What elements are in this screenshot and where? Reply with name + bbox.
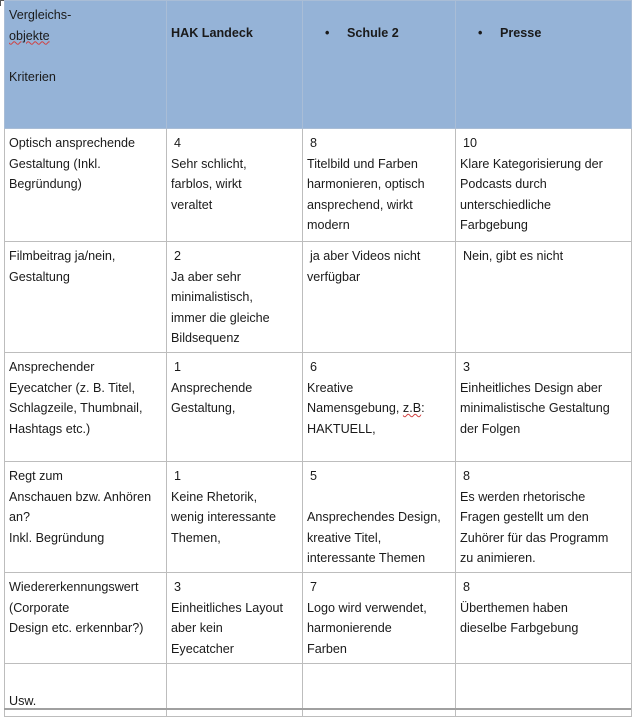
- score: 3: [174, 580, 182, 594]
- comment-line: Ja aber sehr: [171, 269, 242, 284]
- criterion-line: Gestaltung (Inkl.: [9, 156, 101, 171]
- spacer: [307, 487, 451, 508]
- header-hak-landeck: [167, 1, 303, 129]
- header-label: Presse: [500, 26, 542, 40]
- score: 4: [174, 136, 182, 150]
- comment-line: Es werden rhetorische: [460, 489, 586, 504]
- score: 5: [310, 469, 318, 483]
- score: 1: [174, 360, 182, 374]
- comment-line: Farben: [307, 641, 347, 656]
- header-label: Schule 2: [347, 26, 399, 40]
- presse-cell: [456, 242, 632, 353]
- comment-text: :: [421, 401, 425, 416]
- comment-line: der Folgen: [460, 421, 521, 436]
- criterion-cell: [5, 242, 167, 353]
- header-corner-line: Vergleichs-: [9, 8, 72, 22]
- comment-line: aber kein: [171, 621, 223, 636]
- spacer: [9, 46, 162, 67]
- schule2-cell: [303, 129, 456, 242]
- presse-cell: [456, 573, 632, 664]
- comment-text: Namensgebung,: [307, 401, 403, 416]
- comment-line: Eyecatcher: [171, 641, 234, 656]
- comment-line: Logo wird verwendet,: [307, 600, 427, 615]
- score: 10: [463, 136, 478, 150]
- hak-cell: [167, 129, 303, 242]
- criterion-line: Schlagzeile, Thumbnail,: [9, 401, 143, 416]
- schule2-cell: [303, 353, 456, 462]
- comment-line: Bildsequenz: [171, 331, 240, 346]
- criterion-line: Hashtags etc.): [9, 421, 91, 436]
- hak-cell: [167, 242, 303, 353]
- criterion-cell: [5, 462, 167, 573]
- comment-line: unterschiedliche: [460, 197, 552, 212]
- criterion-cell: [5, 129, 167, 242]
- comment-line: wenig interessante: [171, 510, 277, 525]
- hak-cell: [167, 573, 303, 664]
- comment-line: ansprechend, wirkt: [307, 197, 413, 212]
- score: 1: [174, 469, 182, 483]
- score: 8: [463, 469, 471, 483]
- table-row: [5, 573, 632, 664]
- comment-line: HAKTUELL,: [307, 421, 376, 436]
- table-row: [5, 353, 632, 462]
- comment-line: immer die gleiche: [171, 310, 270, 325]
- comment-line: harmonieren, optisch: [307, 177, 425, 192]
- hak-cell: [167, 462, 303, 573]
- comment-line: Einheitliches Layout: [171, 600, 284, 615]
- score: 8: [310, 136, 318, 150]
- schule2-cell: [303, 573, 456, 664]
- bullet-icon: •: [478, 26, 483, 40]
- presse-cell: [456, 462, 632, 573]
- header-row: [5, 1, 632, 129]
- header-label: HAK Landeck: [171, 26, 253, 40]
- score: 6: [310, 360, 318, 374]
- comparison-table: [4, 0, 632, 717]
- table-bottom-border: [4, 708, 631, 710]
- bullet-icon: •: [325, 26, 330, 40]
- spell-marked-word: objekte: [9, 28, 50, 43]
- table-row: [5, 242, 632, 353]
- header-presse: [456, 1, 632, 129]
- score: 7: [310, 580, 318, 594]
- schule2-cell: [303, 242, 456, 353]
- comment-line: minimalistisch,: [171, 290, 253, 305]
- criterion-line: Inkl. Begründung: [9, 530, 105, 545]
- comment-line: Sehr schlicht,: [171, 156, 247, 171]
- comment-line: modern: [307, 218, 350, 233]
- comparison-table-container: [4, 0, 631, 709]
- comment-line: Themen,: [171, 530, 221, 545]
- comment-line: minimalistische Gestaltung: [460, 401, 610, 416]
- spell-marked-word: z.B: [402, 401, 422, 416]
- comment-line: Podcasts durch: [460, 177, 547, 192]
- comment-line: Überthemen haben: [460, 600, 568, 615]
- criterion-line: Wiedererkennungswert: [9, 580, 139, 594]
- comment-line: Gestaltung,: [171, 401, 236, 416]
- table-row: [5, 462, 632, 573]
- criterion-line: Design etc. erkennbar?): [9, 621, 144, 636]
- comment-line: Ansprechendes Design,: [307, 510, 441, 525]
- comment-line: Klare Kategorisierung der: [460, 156, 603, 171]
- comment-line: Keine Rhetorik,: [171, 489, 258, 504]
- comment-line: [307, 398, 451, 419]
- criterion-line: (Corporate: [9, 600, 70, 615]
- comment-line: Farbgebung: [460, 218, 528, 233]
- comment-line: Einheitliches Design aber: [460, 380, 603, 395]
- comment-line: kreative Titel,: [307, 530, 382, 545]
- comment-line: zu animieren.: [460, 551, 536, 566]
- criterion-line: Begründung): [9, 177, 82, 192]
- score: 8: [463, 580, 471, 594]
- criterion-line: Eyecatcher (z. B. Titel,: [9, 380, 135, 395]
- schule2-cell: [303, 462, 456, 573]
- score: 3: [463, 360, 471, 374]
- criterion-cell: [5, 353, 167, 462]
- comment-line: Nein, gibt es nicht: [463, 249, 564, 263]
- comment-line: Ansprechende: [171, 380, 253, 395]
- comment-line: interessante Themen: [307, 551, 426, 566]
- comment-line: verfügbar: [307, 269, 361, 284]
- comment-line: harmonierende: [307, 621, 392, 636]
- presse-cell: [456, 129, 632, 242]
- criterion-line: Optisch ansprechende: [9, 136, 136, 150]
- comment-line: ja aber Videos nicht: [310, 249, 421, 263]
- criterion-line: Regt zum: [9, 469, 63, 483]
- comment-line: veraltet: [171, 197, 213, 212]
- header-corner-cell: [5, 1, 167, 129]
- comment-line: dieselbe Farbgebung: [460, 621, 579, 636]
- header-corner-line: [9, 26, 162, 47]
- table-row: [5, 129, 632, 242]
- header-schule-2: [303, 1, 456, 129]
- criterion-line: Gestaltung: [9, 269, 70, 284]
- criterion-line: an?: [9, 510, 31, 525]
- hak-cell: [167, 353, 303, 462]
- comment-line: Titelbild und Farben: [307, 156, 418, 171]
- comment-line: Fragen gestellt um den: [460, 510, 589, 525]
- criterion-line: Anschauen bzw. Anhören: [9, 489, 152, 504]
- comment-line: Zuhörer für das Programm: [460, 530, 609, 545]
- criterion-cell: [5, 573, 167, 664]
- score: 2: [174, 249, 182, 263]
- comment-line: farblos, wirkt: [171, 177, 242, 192]
- criterion-line: Usw.: [9, 694, 37, 709]
- comment-line: Kreative: [307, 380, 354, 395]
- header-criteria-label: Kriterien: [9, 69, 56, 84]
- criterion-line: Filmbeitrag ja/nein,: [9, 249, 116, 263]
- criterion-line: Ansprechender: [9, 360, 95, 374]
- presse-cell: [456, 353, 632, 462]
